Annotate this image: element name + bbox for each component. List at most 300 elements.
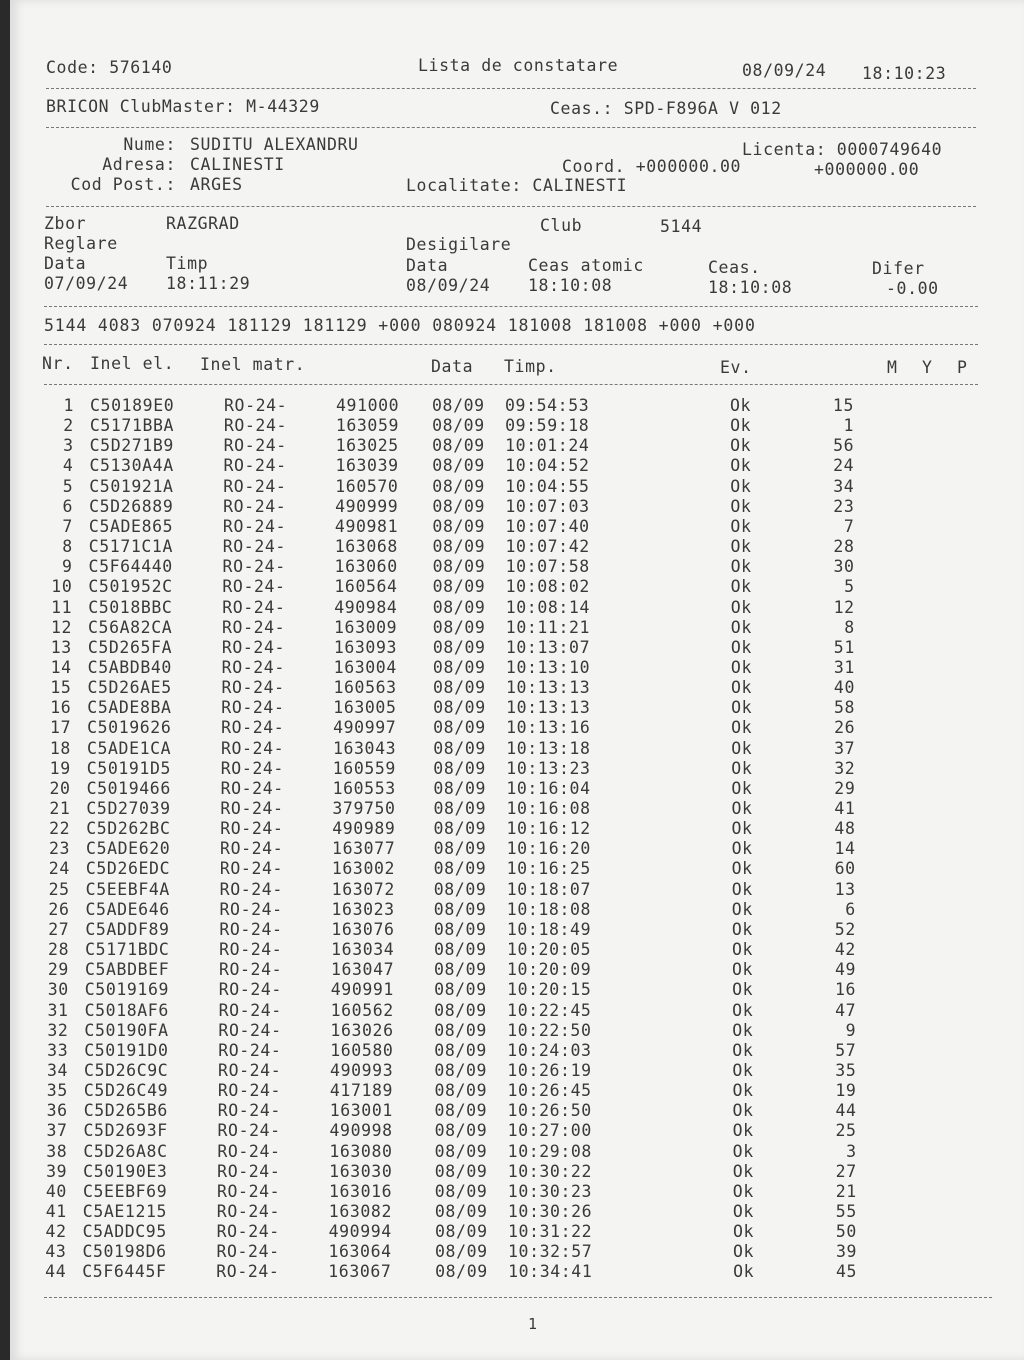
row-ring-prefix: RO-24- <box>220 839 284 859</box>
col-y: Y <box>922 358 933 377</box>
timp-label: Timp <box>166 254 209 273</box>
row-ring-prefix: RO-24- <box>220 819 284 839</box>
row-nr: 9 <box>62 557 73 577</box>
row-nr: 32 <box>47 1020 69 1040</box>
row-event: Ok <box>731 879 753 899</box>
row-ring-el: C5ADE865 <box>88 516 174 536</box>
row-nr: 41 <box>45 1202 67 1221</box>
atomic-clock-label: Ceas atomic <box>528 256 644 275</box>
row-date: 08/09 <box>434 1040 487 1060</box>
row-date: 08/09 <box>433 919 487 939</box>
table-row <box>10 678 1024 698</box>
row-ring-prefix: RO-24- <box>218 1060 282 1080</box>
row-event: Ok <box>732 1121 754 1141</box>
divider <box>44 344 978 345</box>
owner-address: CALINESTI <box>190 155 285 174</box>
row-ring-number: 163072 <box>331 879 395 899</box>
row-time: 10:04:52 <box>505 456 590 476</box>
row-time: 10:13:10 <box>505 657 591 677</box>
row-date: 08/09 <box>434 1081 488 1101</box>
row-ordinal: 39 <box>835 1242 858 1262</box>
row-date: 08/09 <box>434 960 487 980</box>
row-ring-prefix: RO-24- <box>221 698 285 718</box>
row-ordinal: 26 <box>834 718 856 738</box>
table-row <box>10 517 1024 537</box>
table-row <box>10 1021 1024 1041</box>
row-time: 10:26:19 <box>507 1060 592 1080</box>
row-event: Ok <box>730 456 752 476</box>
reglare-label: Reglare <box>44 234 118 253</box>
row-ring-prefix: RO-24- <box>217 1141 281 1161</box>
table-row <box>10 1242 1024 1262</box>
table-row <box>10 920 1024 940</box>
table-row <box>10 456 1024 476</box>
row-ring-el: C5D26C49 <box>83 1081 169 1101</box>
row-ring-prefix: RO-24- <box>222 516 287 536</box>
atomic-time: 18:10:08 <box>528 276 613 295</box>
row-nr: 15 <box>50 678 72 698</box>
row-ring-number: 490993 <box>330 1060 394 1080</box>
name-label: Nume: <box>123 135 176 154</box>
row-time: 10:31:22 <box>507 1222 593 1242</box>
row-ordinal: 14 <box>834 839 856 859</box>
row-ring-number: 490991 <box>330 980 394 1000</box>
desigilare-date: 08/09/24 <box>406 276 491 295</box>
row-ring-el: C5ADE1CA <box>86 738 172 758</box>
divider <box>46 127 976 128</box>
row-ring-number: 490999 <box>335 496 399 516</box>
table-row <box>10 1142 1024 1162</box>
row-date: 08/09 <box>432 537 486 557</box>
row-event: Ok <box>731 859 753 879</box>
row-ordinal: 42 <box>834 940 856 960</box>
row-date: 08/09 <box>433 839 487 859</box>
row-time: 10:13:18 <box>506 738 591 758</box>
row-nr: 19 <box>49 758 71 778</box>
row-date: 08/09 <box>433 698 486 718</box>
row-ring-number: 163043 <box>332 738 397 758</box>
row-nr: 2 <box>63 416 74 436</box>
col-p: P <box>957 358 968 377</box>
row-ring-prefix: RO-24- <box>222 617 286 637</box>
row-event: Ok <box>730 537 752 557</box>
row-nr: 40 <box>45 1181 67 1201</box>
row-ring-prefix: RO-24- <box>217 1101 281 1121</box>
row-ring-prefix: RO-24- <box>216 1262 280 1282</box>
table-row <box>10 1182 1024 1202</box>
row-ring-number: 163080 <box>329 1141 393 1161</box>
row-ring-number: 160564 <box>334 577 398 597</box>
row-event: Ok <box>732 1222 755 1242</box>
table-row <box>10 1202 1024 1222</box>
divider <box>44 1297 992 1298</box>
row-event: Ok <box>731 738 753 758</box>
row-date: 08/09 <box>434 1000 487 1020</box>
row-ordinal: 8 <box>844 617 855 637</box>
row-ring-el: C5171BDC <box>85 940 170 960</box>
row-event: Ok <box>731 678 753 698</box>
row-ordinal: 30 <box>833 557 855 577</box>
row-ring-number: 163009 <box>334 617 398 637</box>
row-ring-number: 490994 <box>328 1222 392 1242</box>
row-ring-number: 163039 <box>335 456 399 476</box>
row-ordinal: 21 <box>835 1181 857 1201</box>
row-time: 10:32:57 <box>508 1242 593 1262</box>
table-row <box>10 900 1024 920</box>
row-ordinal: 12 <box>833 597 855 617</box>
row-date: 08/09 <box>434 1101 488 1121</box>
row-ring-number: 163076 <box>331 919 395 939</box>
row-ordinal: 31 <box>833 657 855 677</box>
row-ordinal: 57 <box>835 1040 857 1060</box>
table-row <box>10 739 1024 759</box>
row-ring-prefix: RO-24- <box>219 899 283 919</box>
table-row <box>10 1162 1024 1182</box>
row-event: Ok <box>732 980 754 1000</box>
row-date: 08/09 <box>432 597 486 617</box>
row-event: Ok <box>732 1081 754 1101</box>
row-ring-el: C5ADDF89 <box>85 919 170 939</box>
row-ring-el: C5D2693F <box>83 1121 168 1141</box>
reglare-time: 18:11:29 <box>166 274 251 293</box>
row-ring-number: 160570 <box>335 476 399 496</box>
row-ring-prefix: RO-24- <box>220 778 284 798</box>
row-nr: 13 <box>50 637 72 657</box>
row-ordinal: 6 <box>845 899 856 919</box>
row-ring-el: C5ADE620 <box>86 839 171 859</box>
row-ring-prefix: RO-24- <box>224 396 288 415</box>
row-nr: 43 <box>45 1242 67 1262</box>
row-ring-prefix: RO-24- <box>220 799 284 818</box>
row-nr: 39 <box>46 1161 68 1181</box>
row-ring-prefix: RO-24- <box>220 738 285 758</box>
row-time: 10:30:23 <box>507 1181 593 1201</box>
row-ring-number: 163082 <box>328 1202 392 1221</box>
row-time: 09:54:53 <box>505 396 590 415</box>
row-time: 10:20:05 <box>506 940 592 960</box>
row-nr: 1 <box>63 396 74 415</box>
table-row <box>10 658 1024 678</box>
row-ring-el: C5018AF6 <box>84 1000 169 1020</box>
row-date: 08/09 <box>433 899 487 919</box>
row-date: 08/09 <box>433 778 487 798</box>
table-row <box>10 557 1024 577</box>
row-time: 10:30:26 <box>507 1202 593 1221</box>
row-time: 10:27:00 <box>507 1121 592 1141</box>
document-title: Lista de constatare <box>418 56 619 75</box>
row-ring-el: C50191D5 <box>86 758 172 778</box>
row-ring-el: C56A82CA <box>88 617 173 637</box>
row-ring-el: C5ABDBEF <box>84 960 170 980</box>
row-ordinal: 48 <box>834 819 856 839</box>
row-ring-prefix: RO-24- <box>219 859 284 879</box>
flight-name: RAZGRAD <box>166 214 240 233</box>
row-event: Ok <box>730 637 752 657</box>
row-time: 10:16:25 <box>506 859 591 879</box>
row-ring-number: 163002 <box>331 859 396 879</box>
row-ordinal: 35 <box>835 1060 857 1080</box>
table-row <box>10 859 1024 879</box>
row-ring-prefix: RO-24- <box>223 436 287 456</box>
row-date: 08/09 <box>433 718 486 738</box>
row-nr: 34 <box>46 1060 69 1080</box>
table-row <box>10 779 1024 799</box>
row-date: 08/09 <box>435 1262 488 1282</box>
table-row <box>10 1041 1024 1061</box>
row-nr: 28 <box>48 940 70 960</box>
row-nr: 24 <box>48 859 70 879</box>
row-ring-prefix: RO-24- <box>216 1202 280 1221</box>
row-ordinal: 40 <box>833 678 855 698</box>
clock-code-line: 5144 4083 070924 181129 181129 +000 080924 181008 181008 +000 +000 <box>44 316 756 335</box>
row-nr: 8 <box>62 537 73 557</box>
row-ring-number: 490984 <box>334 597 398 617</box>
row-time: 10:04:55 <box>505 476 590 496</box>
row-ring-el: C50190E3 <box>83 1161 168 1181</box>
row-ring-el: C5F6445F <box>82 1262 167 1282</box>
row-nr: 18 <box>49 738 71 758</box>
address-label: Adresa: <box>102 155 176 174</box>
row-ring-el: C5019466 <box>86 778 171 798</box>
desigilare-label: Desigilare <box>406 235 512 254</box>
row-nr: 44 <box>45 1262 67 1282</box>
row-time: 10:18:49 <box>506 919 592 939</box>
row-nr: 21 <box>49 799 71 818</box>
row-nr: 30 <box>47 980 69 1000</box>
row-date: 08/09 <box>433 678 486 698</box>
table-row <box>10 1081 1024 1101</box>
row-ring-el: C5019169 <box>84 980 170 1000</box>
row-date: 08/09 <box>435 1242 488 1262</box>
row-nr: 33 <box>47 1040 69 1060</box>
row-time: 10:26:50 <box>507 1101 592 1121</box>
row-date: 08/09 <box>433 799 487 818</box>
row-ring-el: C5EEBF69 <box>82 1181 168 1201</box>
row-ordinal: 55 <box>835 1202 857 1221</box>
row-ring-el: C50190FA <box>84 1020 169 1040</box>
row-ring-number: 490997 <box>333 718 397 738</box>
row-ring-number: 163034 <box>331 940 395 960</box>
row-nr: 6 <box>62 496 74 516</box>
row-time: 10:20:09 <box>507 960 592 980</box>
row-date: 08/09 <box>433 819 487 839</box>
row-nr: 4 <box>62 456 74 476</box>
locality: Localitate: CALINESTI <box>406 176 628 195</box>
row-event: Ok <box>732 1202 754 1221</box>
row-event: Ok <box>731 919 753 939</box>
row-event: Ok <box>730 577 752 597</box>
row-ring-prefix: RO-24- <box>218 960 283 980</box>
row-nr: 16 <box>50 698 72 718</box>
row-ring-prefix: RO-24- <box>222 537 286 557</box>
row-nr: 17 <box>50 718 72 738</box>
row-date: 08/09 <box>432 657 486 677</box>
table-row <box>10 718 1024 738</box>
row-ring-number: 160553 <box>332 778 396 798</box>
row-ring-prefix: RO-24- <box>219 919 283 939</box>
row-ring-prefix: RO-24- <box>218 980 282 1000</box>
row-ring-el: C5171BBA <box>89 416 175 436</box>
table-row <box>10 497 1024 517</box>
row-ring-prefix: RO-24- <box>219 879 283 899</box>
row-time: 10:07:58 <box>505 557 590 577</box>
coordinates-second: +000000.00 <box>814 160 920 179</box>
row-time: 10:16:08 <box>506 799 591 818</box>
table-row <box>10 396 1024 416</box>
table-row <box>10 759 1024 779</box>
row-nr: 27 <box>48 919 70 939</box>
row-ring-number: 160559 <box>332 758 396 778</box>
row-event: Ok <box>731 778 753 798</box>
col-inel-el: Inel el. <box>90 354 175 373</box>
table-row <box>10 940 1024 960</box>
row-ring-prefix: RO-24- <box>217 1081 282 1101</box>
coordinates: Coord. +000000.00 <box>562 157 742 176</box>
table-row <box>10 537 1024 557</box>
divider <box>46 88 976 89</box>
row-ring-el: C5D26A8C <box>83 1141 168 1161</box>
row-ring-prefix: RO-24- <box>219 940 283 960</box>
row-ordinal: 49 <box>834 960 857 980</box>
row-ring-number: 417189 <box>329 1081 394 1101</box>
row-event: Ok <box>732 1181 754 1201</box>
row-ordinal: 41 <box>834 799 856 818</box>
row-time: 10:26:45 <box>507 1081 592 1101</box>
row-ordinal: 29 <box>834 778 856 798</box>
row-ring-prefix: RO-24- <box>222 597 286 617</box>
table-row <box>10 880 1024 900</box>
row-ordinal: 19 <box>835 1081 857 1101</box>
row-date: 08/09 <box>433 879 487 899</box>
row-ring-number: 163023 <box>331 899 395 919</box>
row-date: 08/09 <box>433 940 487 960</box>
row-time: 10:29:08 <box>507 1141 592 1161</box>
row-date: 08/09 <box>432 396 485 415</box>
row-ring-el: C5ABDB40 <box>87 657 172 677</box>
row-nr: 38 <box>46 1141 68 1161</box>
row-ring-el: C501921A <box>89 476 174 496</box>
table-row <box>10 618 1024 638</box>
row-nr: 37 <box>46 1121 68 1141</box>
row-ring-el: C50189E0 <box>90 396 175 415</box>
row-ring-el: C5019626 <box>87 718 172 738</box>
row-ring-el: C5D265B6 <box>83 1101 168 1121</box>
row-event: Ok <box>730 516 752 536</box>
row-nr: 31 <box>47 1000 69 1020</box>
difference-value: -0.00 <box>886 279 939 298</box>
table-row <box>10 1121 1024 1141</box>
row-nr: 3 <box>63 436 74 456</box>
row-event: Ok <box>731 758 753 778</box>
row-time: 10:18:07 <box>506 879 591 899</box>
row-date: 08/09 <box>432 416 485 436</box>
row-ring-prefix: RO-24- <box>223 476 287 496</box>
row-ring-el: C5ADE646 <box>85 899 170 919</box>
table-row <box>10 960 1024 980</box>
clock-label: Ceas. <box>708 258 761 277</box>
row-time: 10:16:20 <box>506 839 591 859</box>
row-time: 10:08:14 <box>505 597 590 617</box>
row-date: 08/09 <box>433 859 487 879</box>
club-number: 5144 <box>660 217 703 236</box>
col-timp: Timp. <box>504 357 557 376</box>
row-ring-el: C5130A4A <box>89 456 174 476</box>
row-ring-number: 163093 <box>333 637 398 657</box>
row-ring-number: 160562 <box>330 1000 394 1020</box>
row-ring-prefix: RO-24- <box>221 678 285 698</box>
print-date: 08/09/24 <box>742 61 827 80</box>
row-ring-number: 163047 <box>330 960 395 980</box>
row-ring-prefix: RO-24- <box>221 637 286 657</box>
row-event: Ok <box>731 718 753 738</box>
row-nr: 10 <box>51 577 73 597</box>
row-nr: 36 <box>46 1101 68 1121</box>
row-event: Ok <box>732 1141 754 1161</box>
row-time: 10:07:03 <box>505 496 590 516</box>
row-ordinal: 9 <box>845 1020 857 1040</box>
row-ring-number: 163004 <box>333 657 397 677</box>
row-event: Ok <box>732 960 754 980</box>
row-time: 10:07:42 <box>505 537 590 557</box>
row-ring-el: C5D27039 <box>86 799 171 818</box>
row-ring-el: C5AE1215 <box>82 1202 168 1221</box>
table-row <box>10 577 1024 597</box>
postal-label: Cod Post.: <box>70 175 176 194</box>
row-event: Ok <box>730 436 752 456</box>
clock-model: Ceas.: SPD-F896A V 012 <box>550 99 782 118</box>
row-ring-number: 163026 <box>330 1020 394 1040</box>
row-ring-number: 490998 <box>329 1121 393 1141</box>
row-ring-number: 163060 <box>334 557 398 577</box>
row-time: 10:08:02 <box>505 577 590 597</box>
row-ordinal: 3 <box>846 1141 857 1161</box>
table-row <box>10 1101 1024 1121</box>
row-nr: 25 <box>48 879 70 899</box>
row-date: 08/09 <box>434 1222 488 1242</box>
row-ring-number: 163077 <box>332 839 396 859</box>
row-ring-prefix: RO-24- <box>217 1161 281 1181</box>
row-ring-el: C5D26889 <box>89 496 174 516</box>
row-ring-el: C50198D6 <box>82 1242 167 1262</box>
row-ring-number: 490981 <box>334 516 399 536</box>
row-ring-prefix: RO-24- <box>218 1040 282 1060</box>
row-event: Ok <box>732 1060 754 1080</box>
row-nr: 29 <box>47 960 69 980</box>
row-ordinal: 50 <box>835 1222 857 1242</box>
row-nr: 35 <box>46 1081 68 1101</box>
printed-sheet <box>10 0 1024 1360</box>
owner-name: SUDITU ALEXANDRU <box>190 135 359 154</box>
row-ring-prefix: RO-24- <box>218 1000 282 1020</box>
row-ring-el: C5171C1A <box>88 537 174 557</box>
row-ordinal: 52 <box>834 919 856 939</box>
postal-value: ARGES <box>190 175 243 194</box>
row-nr: 20 <box>49 778 71 798</box>
row-ring-number: 379750 <box>332 799 396 818</box>
row-ordinal: 16 <box>835 980 857 1000</box>
row-time: 10:20:15 <box>507 980 592 1000</box>
row-event: Ok <box>730 597 752 617</box>
row-ring-number: 163059 <box>335 416 400 436</box>
row-ring-el: C5D26AE5 <box>87 678 172 698</box>
row-event: Ok <box>730 476 752 496</box>
row-time: 10:13:07 <box>505 637 591 657</box>
row-ring-prefix: RO-24- <box>216 1222 280 1242</box>
table-row <box>10 1222 1024 1242</box>
page-number: 1 <box>528 1315 538 1333</box>
row-ring-number: 160580 <box>330 1040 394 1060</box>
divider <box>44 306 978 307</box>
